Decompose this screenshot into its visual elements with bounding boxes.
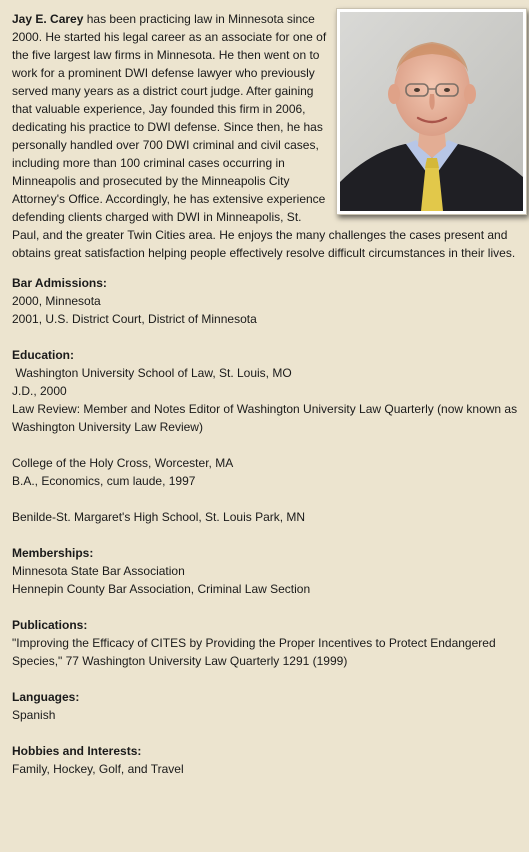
attorney-photo-frame (336, 8, 527, 215)
bio-text: has been practicing law in Minnesota since 2000. He started his legal career as an associate for one of the five largest law firms in Minnesota. He then went on to work for a prominent DWI defense lawyer who previously served many years as a district court judge. After gaining that valuable experience, Jay founded this firm in 2006, dedicating his practice to DWI defense. Since then, he has personally handled over 700 DWI criminal and civil cases, including more than 100 criminal cases occurring in Minneapolis and prosecuted by the Minneapolis City Attorney's Office. Accordingly, he has extensive experience defending clients charged with DWI in Minneapolis, St. Paul, and the greater Twin Cities area. He enjoys the many challenges the cases present and obtains great satisfaction helping people effectively resolve difficult circumstances in their lives. (12, 12, 516, 260)
hobbies-heading: Hobbies and Interests: (12, 744, 142, 758)
language-item: Spanish (12, 708, 56, 722)
hobbies-section (12, 742, 519, 778)
education-college: College of the Holy Cross, Worcester, MA (12, 456, 234, 470)
languages-section (12, 688, 519, 724)
publications-section (12, 616, 519, 670)
attorney-name: Jay E. Carey (12, 12, 84, 26)
education-law-degree: J.D., 2000 (12, 384, 67, 398)
memberships-section (12, 544, 519, 598)
attorney-photo (340, 12, 523, 211)
membership-item: Minnesota State Bar Association (12, 564, 185, 578)
spacer (12, 436, 519, 454)
publication-item: "Improving the Efficacy of CITES by Providing the Proper Incentives to Protect Endangered Species," 77 Washington University Law Quarterly 1291 (1999) (12, 636, 496, 668)
hobbies-item: Family, Hockey, Golf, and Travel (12, 762, 184, 776)
education-college-degree: B.A., Economics, cum laude, 1997 (12, 474, 196, 488)
education-law-review: Law Review: Member and Notes Editor of Washington University Law Quarterly (now known as Washington University Law Review) (12, 402, 518, 434)
languages-heading: Languages: (12, 690, 80, 704)
memberships-heading: Memberships: (12, 546, 94, 560)
membership-item: Hennepin County Bar Association, Criminal Law Section (12, 582, 311, 596)
bar-admissions-heading: Bar Admissions: (12, 276, 107, 290)
bar-admission-item: 2001, U.S. District Court, District of Minnesota (12, 312, 257, 326)
publications-heading: Publications: (12, 618, 88, 632)
spacer (12, 490, 519, 508)
education-heading: Education: (12, 348, 74, 362)
education-high-school: Benilde-St. Margaret's High School, St. Louis Park, MN (12, 510, 306, 524)
bar-admission-item: 2000, Minnesota (12, 294, 101, 308)
education-law-school: Washington University School of Law, St. Louis, MO (12, 366, 292, 380)
bar-admissions-section (12, 274, 519, 328)
education-section (12, 346, 519, 526)
